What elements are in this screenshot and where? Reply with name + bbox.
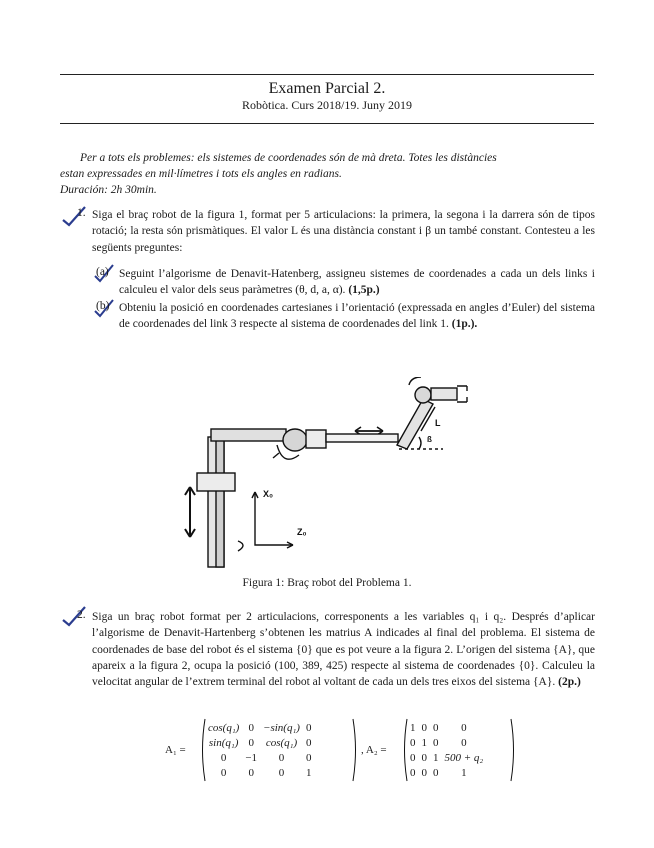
matrix-cell: 0 xyxy=(461,721,467,734)
part-a-points: (1,5p.) xyxy=(348,284,380,297)
problem-1-number: 1. xyxy=(77,207,86,219)
matrix-row xyxy=(407,735,486,750)
matrix-cell: 0 xyxy=(433,736,439,749)
matrix-cell: 0 xyxy=(433,721,439,734)
matrix-cell: 500 + q₂ xyxy=(444,751,484,764)
matrix-cell: 1 xyxy=(461,766,467,779)
matrix-cell: 0 xyxy=(248,721,254,734)
matrix-a2 xyxy=(407,720,486,780)
matrix-a1-label: A₁ = xyxy=(165,744,186,756)
matrix-row xyxy=(205,720,314,735)
problem-1-text: Siga el braç robot de la figura 1, format per 5 articulacions: la primera, la segona i la darrera són de tipos rotació; la resta són prismàtiques. El valor L és una distància constant i β un també constant. Contesteu a les següents preguntes: xyxy=(92,209,595,254)
x0-axis-label: X₀ xyxy=(263,489,274,499)
matrix-a2-label: , A₂ = xyxy=(361,744,387,756)
matrix-row xyxy=(407,720,486,735)
part-b-points: (1p.). xyxy=(451,318,478,331)
matrix-cell: 0 xyxy=(305,751,312,764)
matrix-cell: 0 xyxy=(410,736,416,749)
matrix-cell: 0 xyxy=(305,736,312,749)
beta-label: ß xyxy=(427,435,432,444)
part-a-label: (a) xyxy=(96,266,109,278)
part-b-label: (b) xyxy=(96,300,110,312)
top-rule xyxy=(60,74,594,75)
matrix-cell: 0 xyxy=(248,766,254,779)
page-title: Examen Parcial 2. xyxy=(268,80,386,97)
matrix-cell: 0 xyxy=(421,766,427,779)
header-bottom-rule xyxy=(60,123,594,124)
matrix-a1 xyxy=(205,720,314,780)
instructions-line-2: estan expressades en mil·límetres i tots els angles en radians. xyxy=(60,168,342,180)
page-subtitle: Robòtica. Curs 2018/19. Juny 2019 xyxy=(242,98,412,112)
matrix-row xyxy=(205,750,314,765)
matrix-cell: 0 xyxy=(421,751,427,764)
matrix-cell: −1 xyxy=(245,751,258,764)
matrices xyxy=(165,718,525,788)
matrix-cell: 0 xyxy=(410,766,416,779)
matrix-cell: 0 xyxy=(410,751,416,764)
matrix-cell: sin(q₁) xyxy=(208,736,239,749)
problem-2-points: (2p.) xyxy=(558,676,581,689)
matrix-row xyxy=(205,735,314,750)
matrix-row xyxy=(205,765,314,780)
matrix-cell: 1 xyxy=(305,766,312,779)
matrix-cell: 0 xyxy=(278,766,285,779)
robot-arm-figure xyxy=(183,377,468,573)
duration: Duración: 2h 30min. xyxy=(60,184,157,196)
instructions xyxy=(60,150,594,198)
matrix-cell: 0 xyxy=(461,736,467,749)
figure-1-caption: Figura 1: Braç robot del Problema 1. xyxy=(242,577,412,589)
problem-2-body: Siga un braç robot format per 2 articulacions, corresponents a les variables q₁ i q₂. Després d’aplicar l’algorisme de Denavit-Hartenberg s’obtenen les matrius A indicades al final del problema. El sistema de coordenades de base del robot és el sistema {0} que es pot veure a la figura 2. L’origen del sistema {A}, que apareix a la figura 2, ocupa la posició (100, 389, 425) respecte al sistema de coordenades {0}. Calculeu la velocitat angular de l’extrem terminal del robot al voltant de cada un dels tres eixos del sistema {A}. xyxy=(92,611,595,689)
part-a-text xyxy=(119,266,595,299)
part-a-body: Seguint l’algorisme de Denavit-Hatenberg, assigneu sistemes de coordenades a cada un dels links i calculeu el valor dels seus paràmetres (θ, d, a, α). xyxy=(119,268,595,297)
matrix-cell: 0 xyxy=(433,766,439,779)
matrix-cell: 0 xyxy=(220,766,227,779)
matrix-row xyxy=(407,765,486,780)
problem-2-number: 2. xyxy=(77,609,86,621)
matrix-cell: 0 xyxy=(421,721,427,734)
matrix-cell: cos(q₁) xyxy=(208,721,240,734)
z0-axis-label: Z₀ xyxy=(297,527,307,537)
matrix-cell: 1 xyxy=(433,751,439,764)
problem-2-text xyxy=(92,609,595,690)
matrix-cell: 1 xyxy=(410,721,416,734)
part-b-body: Obteniu la posició en coordenades cartesianes i l’orientació (expressada en angles d’Euler) del sistema de coordenades del link 3 respecte al sistema de coordenades del link 1. xyxy=(119,302,595,331)
matrix-row xyxy=(407,750,486,765)
matrix-cell: 0 xyxy=(278,751,285,764)
instructions-line-1: Per a tots els problemes: els sistemes de coordenades són de mà dreta. Totes les distàncies xyxy=(80,152,497,164)
part-b-text xyxy=(119,300,595,333)
matrix-cell: 0 xyxy=(248,736,254,749)
matrix-cell: 1 xyxy=(421,736,427,749)
length-label: L xyxy=(435,418,441,428)
matrix-cell: −sin(q₁) xyxy=(263,721,300,734)
matrix-cell: 0 xyxy=(220,751,227,764)
matrix-cell: 0 xyxy=(305,721,312,734)
matrix-cell: cos(q₁) xyxy=(265,736,298,749)
